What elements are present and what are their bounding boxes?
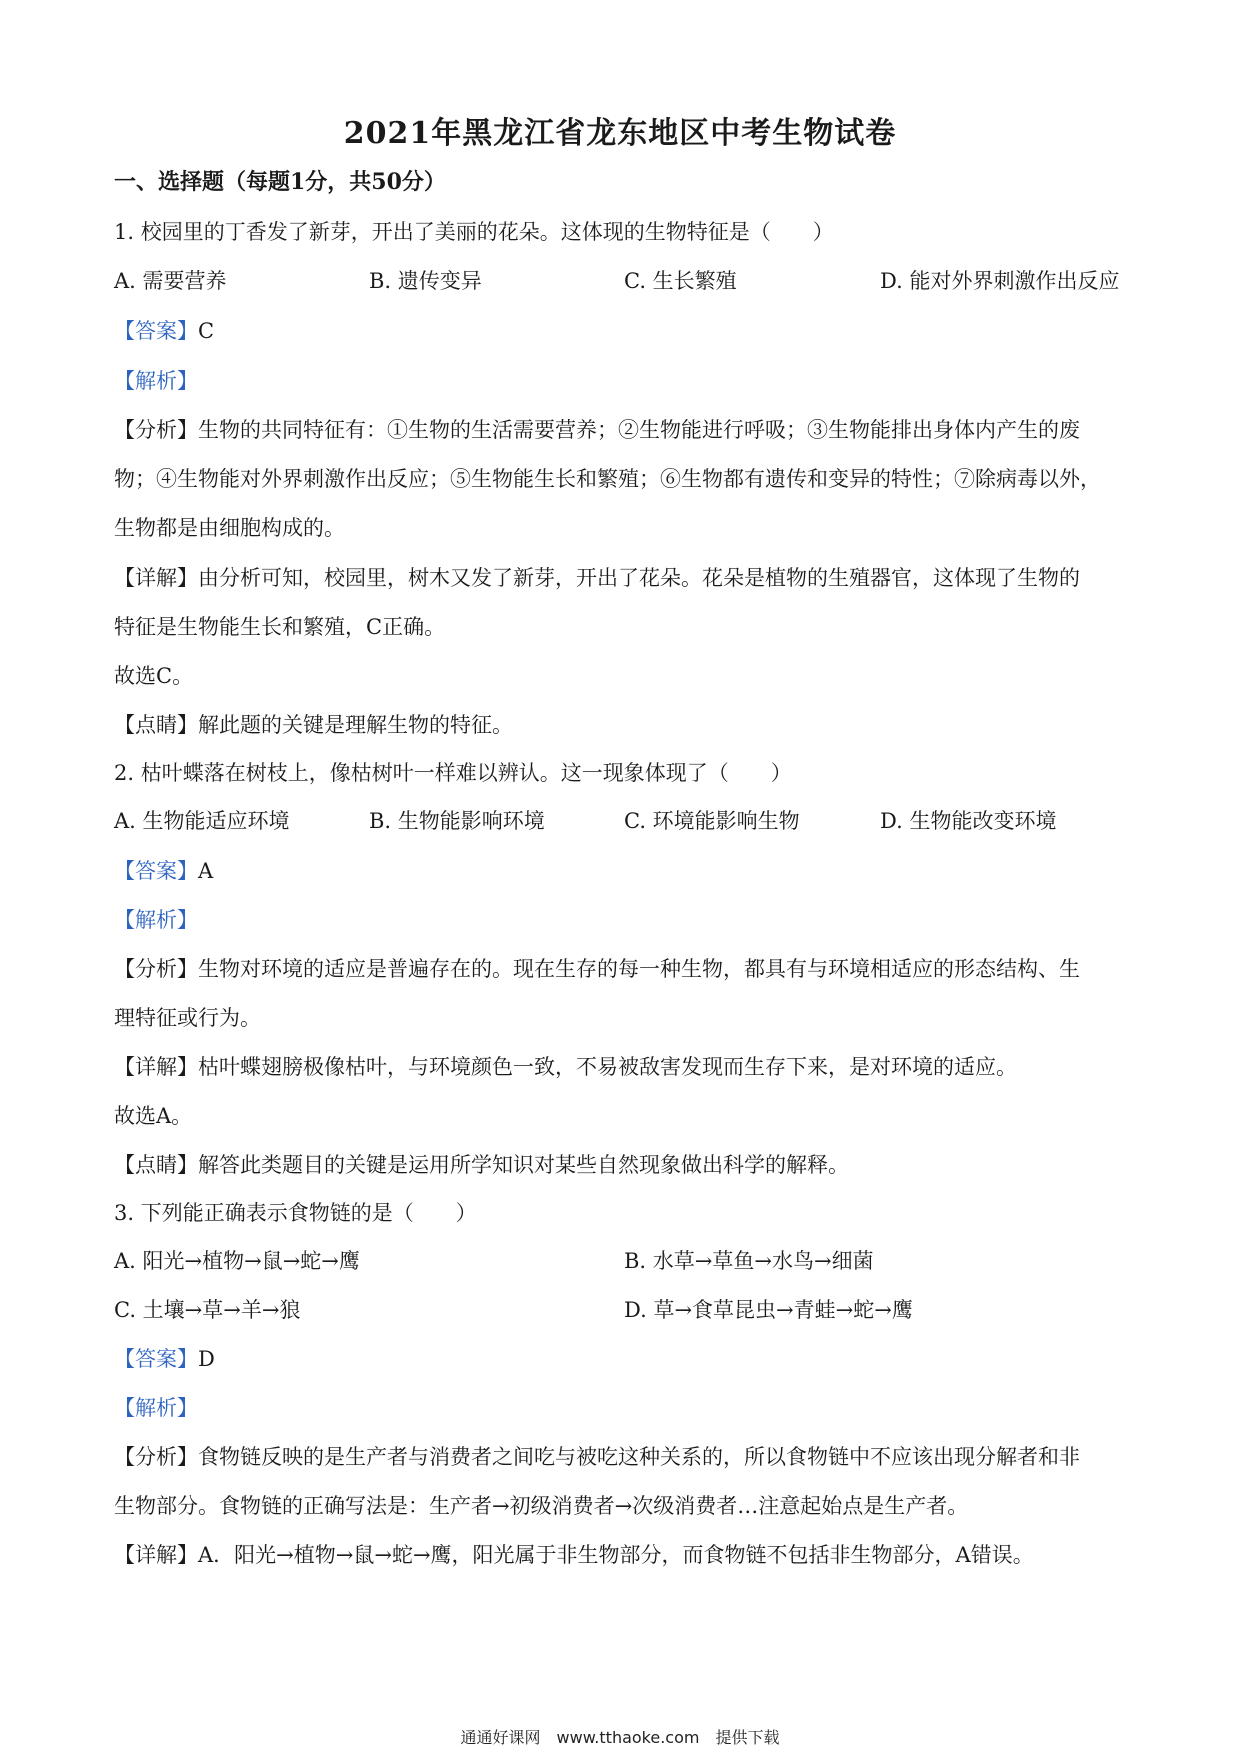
fenxi-text: 生物的共同特征有：①生物的生活需要营养；②生物能进行呼吸；③生物能排出身体内产生的废	[198, 418, 1080, 442]
dianjing-tag: 【点睛】	[114, 713, 198, 737]
xiangjie-tag: 【详解】	[114, 1543, 198, 1567]
question-2-stem: 2. 枯叶蝶落在树枝上，像枯树叶一样难以辨认。这一现象体现了（ ）	[114, 761, 792, 785]
xiangjie-text: 枯叶蝶翅膀极像枯叶，与环境颜色一致，不易被敌害发现而生存下来，是对环境的适应。	[198, 1055, 1017, 1079]
question-1-dianjing	[114, 710, 1136, 740]
question-3-option-c: C. 土壤→草→羊→狼	[114, 1298, 301, 1322]
question-3-analysis-tag: 【解析】	[114, 1396, 198, 1420]
question-1-option-d: D. 能对外界刺激作出反应	[880, 269, 1120, 293]
question-1-xiangjie-line-2: 特征是生物能生长和繁殖，C正确。	[114, 615, 446, 639]
question-2-analysis-tag: 【解析】	[114, 908, 198, 932]
question-2-answer	[114, 856, 1136, 886]
question-1-answer	[114, 316, 1136, 346]
question-1-fenxi-line-3: 生物都是由细胞构成的。	[114, 516, 345, 540]
fenxi-text: 生物对环境的适应是普遍存在的。现在生存的每一种生物，都具有与环境相适应的形态结构、生	[198, 957, 1080, 981]
question-3-answer	[114, 1344, 1136, 1374]
question-1-option-a: A. 需要营养	[114, 269, 227, 293]
fenxi-tag: 【分析】	[114, 957, 198, 981]
question-3-option-a: A. 阳光→植物→鼠→蛇→鹰	[114, 1249, 360, 1273]
question-3-fenxi-line-2: 生物部分。食物链的正确写法是：生产者→初级消费者→次级消费者…注意起始点是生产者。	[114, 1494, 969, 1518]
question-2-option-b: B. 生物能影响环境	[369, 809, 545, 833]
xiangjie-tag: 【详解】	[114, 566, 198, 590]
question-1-fenxi-line-2: 物；④生物能对外界刺激作出反应；⑤生物能生长和繁殖；⑥生物都有遗传和变异的特性；⑦除病毒以外，	[114, 467, 1101, 491]
xiangjie-text: A．阳光→植物→鼠→蛇→鹰，阳光属于非生物部分，而食物链不包括非生物部分，A错误。	[198, 1543, 1034, 1567]
footer-text: 通通好课网 www.tthaoke.com 提供下载	[460, 1728, 780, 1747]
fenxi-tag: 【分析】	[114, 1445, 198, 1469]
dianjing-text: 解答此类题目的关键是运用所学知识对某些自然现象做出科学的解释。	[198, 1153, 849, 1177]
question-2-fenxi-line-2: 理特征或行为。	[114, 1006, 261, 1030]
question-1-option-b: B. 遗传变异	[369, 269, 482, 293]
dianjing-text: 解此题的关键是理解生物的特征。	[198, 713, 513, 737]
section-title: 一、选择题（每题1分，共50分）	[114, 169, 446, 195]
xiangjie-tag: 【详解】	[114, 1055, 198, 1079]
question-1-analysis-tag: 【解析】	[114, 369, 198, 393]
question-1-conclusion: 故选C。	[114, 664, 194, 688]
fenxi-text: 食物链反映的是生产者与消费者之间吃与被吃这种关系的，所以食物链中不应该出现分解者和非	[198, 1445, 1080, 1469]
question-3-option-d: D. 草→食草昆虫→青蛙→蛇→鹰	[624, 1298, 913, 1322]
question-1-fenxi	[114, 415, 1136, 445]
answer-value: D	[198, 1347, 215, 1371]
question-1-option-c: C. 生长繁殖	[624, 269, 737, 293]
answer-value: C	[198, 319, 215, 343]
answer-tag: 【答案】	[114, 1347, 198, 1371]
answer-value: A	[198, 859, 214, 883]
question-3-fenxi	[114, 1442, 1136, 1472]
question-3-option-b: B. 水草→草鱼→水鸟→细菌	[624, 1249, 874, 1273]
question-2-option-d: D. 生物能改变环境	[880, 809, 1057, 833]
fenxi-tag: 【分析】	[114, 418, 198, 442]
answer-tag: 【答案】	[114, 859, 198, 883]
question-2-fenxi	[114, 954, 1136, 984]
question-1-xiangjie	[114, 563, 1136, 593]
question-2-conclusion: 故选A。	[114, 1104, 193, 1128]
question-2-option-c: C. 环境能影响生物	[624, 809, 800, 833]
question-3-xiangjie	[114, 1540, 1136, 1570]
dianjing-tag: 【点睛】	[114, 1153, 198, 1177]
xiangjie-text: 由分析可知，校园里，树木又发了新芽，开出了花朵。花朵是植物的生殖器官，这体现了生物的	[198, 566, 1080, 590]
question-1-stem: 1. 校园里的丁香发了新芽，开出了美丽的花朵。这体现的生物特征是（ ）	[114, 220, 834, 244]
question-2-option-a: A. 生物能适应环境	[114, 809, 290, 833]
answer-tag: 【答案】	[114, 319, 198, 343]
question-2-dianjing	[114, 1150, 1136, 1180]
document-title: 2021年黑龙江省龙东地区中考生物试卷	[343, 116, 897, 151]
question-3-stem: 3. 下列能正确表示食物链的是（ ）	[114, 1201, 477, 1225]
question-2-xiangjie	[114, 1052, 1136, 1082]
